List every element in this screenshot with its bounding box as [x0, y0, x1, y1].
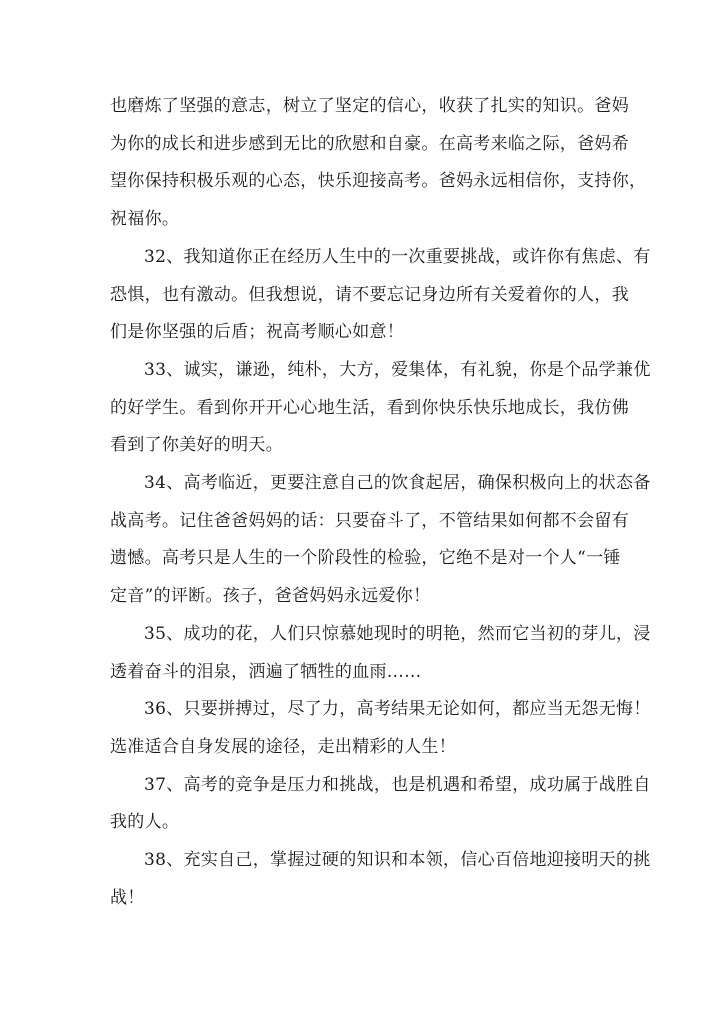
text-line: 定音”的评断。孩子，爸爸妈妈永远爱你！ — [110, 586, 431, 607]
body-text — [110, 88, 651, 917]
text-line: 为你的成长和进步感到无比的欣慰和自豪。在高考来临之际，爸妈希 — [110, 133, 629, 154]
text-line: 们是你坚强的后盾；祝高考顺心如意！ — [110, 322, 405, 343]
text-line: 祝福你。 — [110, 209, 180, 230]
text-line: 选准适合自身发展的途径，走出精彩的人生！ — [110, 736, 456, 757]
text-line: 37、高考的竞争是压力和挑战，也是机遇和希望，成功属于战胜自 — [144, 774, 651, 795]
text-line: 35、成功的花，人们只惊慕她现时的明艳，然而它当初的芽儿，浸 — [144, 623, 651, 644]
text-line: 33、诚实，谦逊，纯朴，大方，爱集体，有礼貌，你是个品学兼优 — [144, 359, 651, 380]
paragraph-item-33 — [110, 352, 651, 465]
text-line: 36、只要拼搏过，尽了力，高考结果无论如何，都应当无怨无悔！ — [144, 699, 651, 720]
text-line: 38、充实自己，掌握过硬的知识和本领，信心百倍地迎接明天的挑 — [144, 850, 651, 871]
text-line: 望你保持积极乐观的心态，快乐迎接高考。爸妈永远相信你，支持你， — [110, 171, 647, 192]
paragraph-continuation — [110, 88, 647, 239]
text-line: 恐惧，也有激动。但我想说，请不要忘记身边所有关爱着你的人，我 — [110, 284, 629, 305]
text-line: 也磨炼了坚强的意志，树立了坚定的信心，收获了扎实的知识。爸妈 — [110, 96, 629, 116]
paragraph-item-37 — [110, 767, 651, 842]
paragraph-item-35 — [110, 616, 651, 691]
paragraph-item-32 — [110, 239, 651, 352]
text-line: 32、我知道你正在经历人生中的一次重要挑战，或许你有焦虑、有 — [144, 246, 651, 267]
text-line: 34、高考临近，更要注意自己的饮食起居，确保积极向上的状态备 — [144, 473, 651, 494]
text-line: 遗憾。高考只是人生的一个阶段性的检验，它绝不是对一个人“一锤 — [110, 548, 621, 569]
paragraph-item-34 — [110, 465, 651, 616]
text-line: 看到了你美好的明天。 — [110, 435, 283, 456]
paragraph-item-38 — [110, 842, 651, 917]
text-line: 战高考。记住爸爸妈妈的话：只要奋斗了，不管结果如何都不会留有 — [110, 510, 629, 531]
paragraph-item-36 — [110, 691, 651, 766]
text-line: 我的人。 — [110, 812, 180, 833]
text-line: 的好学生。看到你开开心心地生活，看到你快乐快乐地成长，我仿佛 — [110, 397, 629, 418]
text-line: 透着奋斗的泪泉，洒遍了牺牲的血雨…… — [110, 661, 422, 682]
text-line: 战！ — [110, 887, 145, 908]
